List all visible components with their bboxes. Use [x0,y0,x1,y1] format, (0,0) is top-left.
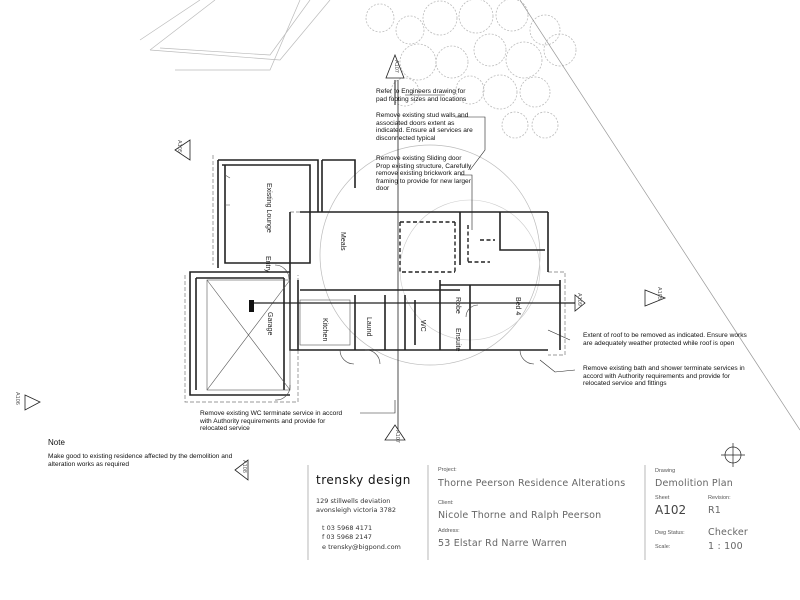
marker-a109: A109 [576,293,582,306]
revision-label: Revision: [708,495,731,501]
note-engineers: Refer to Engineers drawing for pad footing sizes and locations [376,88,467,103]
firm-email: e trensky@bigpond.com [322,543,401,551]
dwg-status-label: Dwg Status: [655,530,685,536]
demolished-walls [400,222,495,272]
firm-address-1: 129 stillwells deviation [316,497,391,505]
sheet-value: A102 [655,503,687,517]
room-bed4: Bed 4 [514,297,521,316]
room-kitchen: Kitchen [321,318,328,342]
section-end [249,300,254,312]
project-value: Thorne Peerson Residence Alterations [438,478,626,489]
drawing-label: Drawing [655,468,676,474]
room-laund: Laund [365,317,372,337]
firm-phone: t 03 5968 4171 [322,524,373,532]
note-wc: Remove existing WC terminate service in accord with Authority requirements and provide for relocated service [200,410,343,433]
room-entry: Entry [264,256,271,273]
revision-value: R1 [708,505,722,516]
address-label: Address: [438,528,460,534]
marker-a106: A106 [14,392,20,405]
walls [190,160,560,395]
sheet-label: Sheet [655,495,670,501]
firm-fax: f 03 5968 2147 [322,533,372,541]
marker-a107-bottom: A107 [394,430,400,443]
checker-label: Checker [708,527,749,538]
marker-a105-right: A105 [656,287,662,300]
client-label: Client: [438,500,454,506]
room-wc: WC [419,320,426,332]
note-sliding-door: Remove existing Sliding door Prop existing structure, Carefully remove existing brickwork and framing to provide for new larger door [376,155,472,193]
room-robe: Robe [454,297,461,314]
firm-name: trensky design [316,473,411,487]
note-stud-walls: Remove existing stud walls and associated doors extent as indicated. Ensure all services are disconnected typical [376,112,473,142]
note-bath: Remove existing bath and shower terminate services in accord with Authority requirements and provide for relocated service and fittings [583,365,745,388]
client-value: Nicole Thorne and Ralph Peerson [438,510,602,521]
address-value: 53 Elstar Rd Narre Warren [438,538,567,549]
wall-linework [207,175,350,390]
note-roof: Extent of roof to be removed as indicated. Ensure works are adequately weather protected while roof is open [583,332,747,347]
project-label: Project: [438,467,457,473]
scale-value: 1 : 100 [708,541,743,552]
room-garage: Garage [266,312,273,336]
note-heading: Note [48,438,65,447]
room-existing-lounge: Existing Lounge [265,183,272,233]
marker-a105-left: A105 [176,140,182,153]
room-ensuite: Ensuite [454,328,461,352]
drawing-value: Demolition Plan [655,478,733,489]
marker-a107-top: A107 [393,60,399,73]
room-meals: Meals [339,232,346,251]
note-text: Make good to existing residence affected by the demolition and alteration works as required [48,453,233,468]
firm-address-2: avonsleigh victoria 3782 [316,506,397,514]
marker-a108: A108 [241,460,247,473]
north-arrow [721,443,745,467]
scale-label: Scale: [655,544,671,550]
